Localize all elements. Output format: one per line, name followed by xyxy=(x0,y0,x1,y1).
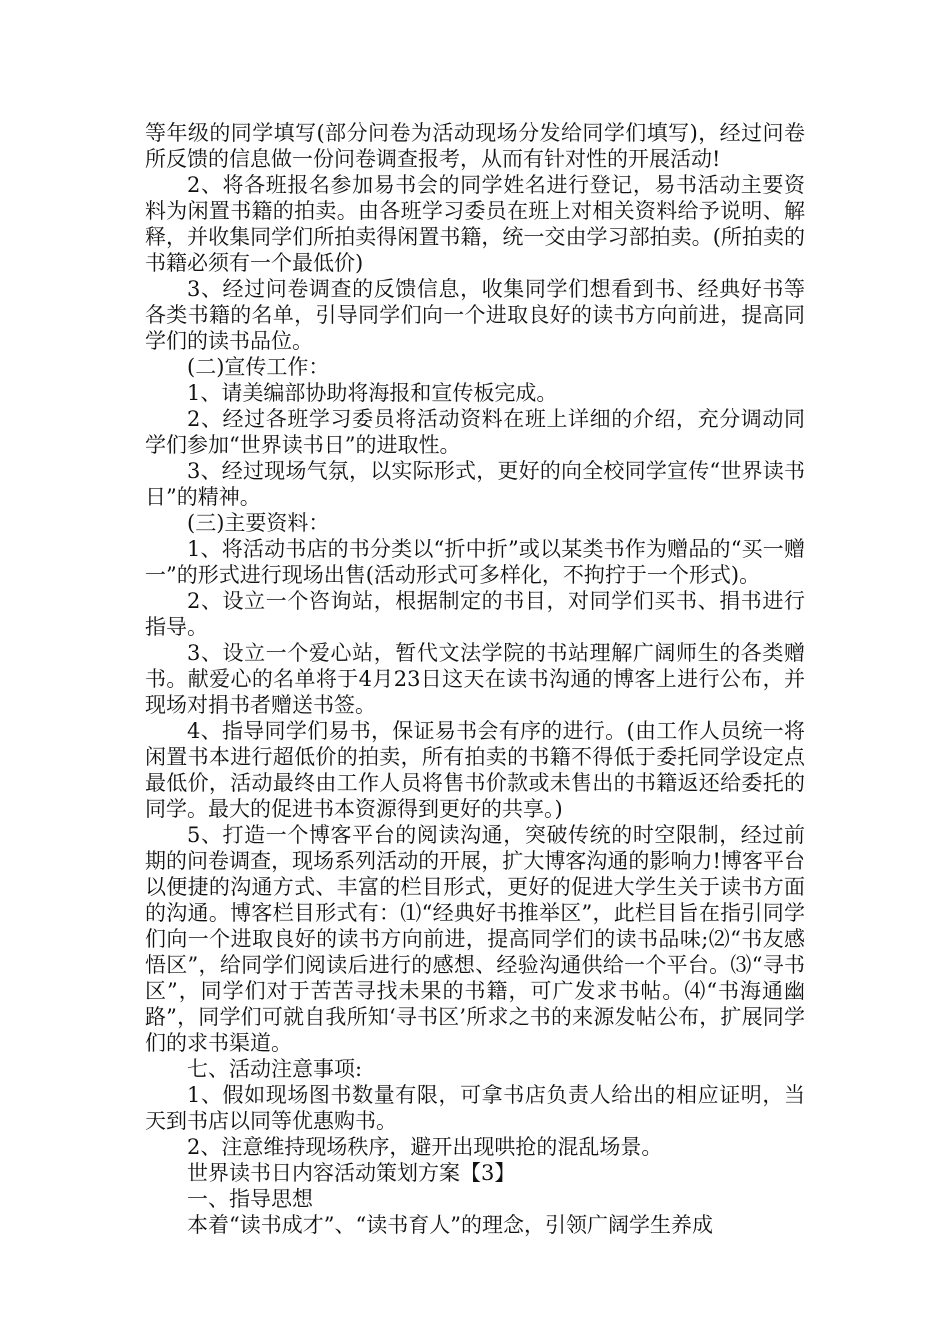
paragraph: 3、设立一个爱心站，暂代文法学院的书站理解广阔师生的各类赠书。献爱心的名单将于4月23日这天在读书沟通的博客上进行公布，并现场对捐书者赠送书签。 xyxy=(145,641,805,717)
paragraph: 1、请美编部协助将海报和宣传板完成。 xyxy=(187,381,558,405)
paragraph: 本着“读书成才”、“读书育人”的理念，引领广阔学生养成 xyxy=(187,1213,713,1237)
paragraph: 5、打造一个博客平台的阅读沟通，突破传统的时空限制，经过前期的问卷调查，现场系列活动的开展，扩大博客沟通的影响力!博客平台以便捷的沟通方式、丰富的栏目形式，更好的促进大学生关于读书方面的沟通。博客栏目形式有：⑴“经典好书推举区”，此栏目旨在指引同学们向一个进取良好的读书方向前进，提高同学们的读书品味;⑵“书友感悟区”，给同学们阅读后进行的感想、经验沟通供给一个平台。⑶“寻书区”，同学们对于苦苦寻找未果的书籍，可广发求书帖。⑷“书海通幽路”，同学们可就自我所知‘寻书区’所求之书的来源发帖公布，扩展同学们的求书渠道。 xyxy=(145,823,805,1055)
section-heading: (三)主要资料： xyxy=(187,511,330,535)
paragraph: 2、注意维持现场秩序，避开出现哄抢的混乱场景。 xyxy=(187,1135,663,1159)
section-heading: (二)宣传工作： xyxy=(187,355,330,379)
paragraph: 2、设立一个咨询站，根据制定的书目，对同学们买书、捐书进行指导。 xyxy=(145,589,805,639)
paragraph: 1、将活动书店的书分类以“折中折”或以某类书作为赠品的“买一赠一”的形式进行现场出售(活动形式可多样化，不拘拧于一个形式)。 xyxy=(145,537,805,587)
paragraph: 2、将各班报名参加易书会的同学姓名进行登记，易书活动主要资料为闲置书籍的拍卖。由各班学习委员在班上对相关资料给予说明、解释，并收集同学们所拍卖得闲置书籍，统一交由学习部拍卖。(所拍卖的书籍必须有一个最低价) xyxy=(145,173,805,275)
section-heading: 一、指导思想 xyxy=(187,1187,313,1211)
paragraph: 等年级的同学填写(部分问卷为活动现场分发给同学们填写)，经过问卷所反馈的信息做一份问卷调查报考，从而有针对性的开展活动! xyxy=(145,121,805,171)
paragraph: 4、指导同学们易书，保证易书会有序的进行。(由工作人员统一将闲置书本进行超低价的拍卖，所有拍卖的书籍不得低于委托同学设定点最低价，活动最终由工作人员将售书价款或未售出的书籍返还给委托的同学。最大的促进书本资源得到更好的共享。) xyxy=(145,719,805,821)
paragraph: 3、经过问卷调查的反馈信息，收集同学们想看到书、经典好书等各类书籍的名单，引导同学们向一个进取良好的读书方向前进，提高同学们的读书品位。 xyxy=(145,277,805,353)
paragraph: 3、经过现场气氛，以实际形式，更好的向全校同学宣传“世界读书日”的精神。 xyxy=(145,459,805,509)
paragraph: 2、经过各班学习委员将活动资料在班上详细的介绍，充分调动同学们参加“世界读书日”的进取性。 xyxy=(145,407,805,457)
paragraph: 1、假如现场图书数量有限，可拿书店负责人给出的相应证明，当天到书店以同等优惠购书。 xyxy=(145,1083,805,1133)
document-title: 世界读书日内容活动策划方案【3】 xyxy=(187,1161,516,1185)
section-heading: 七、活动注意事项: xyxy=(187,1057,363,1081)
document-body xyxy=(145,120,805,1238)
